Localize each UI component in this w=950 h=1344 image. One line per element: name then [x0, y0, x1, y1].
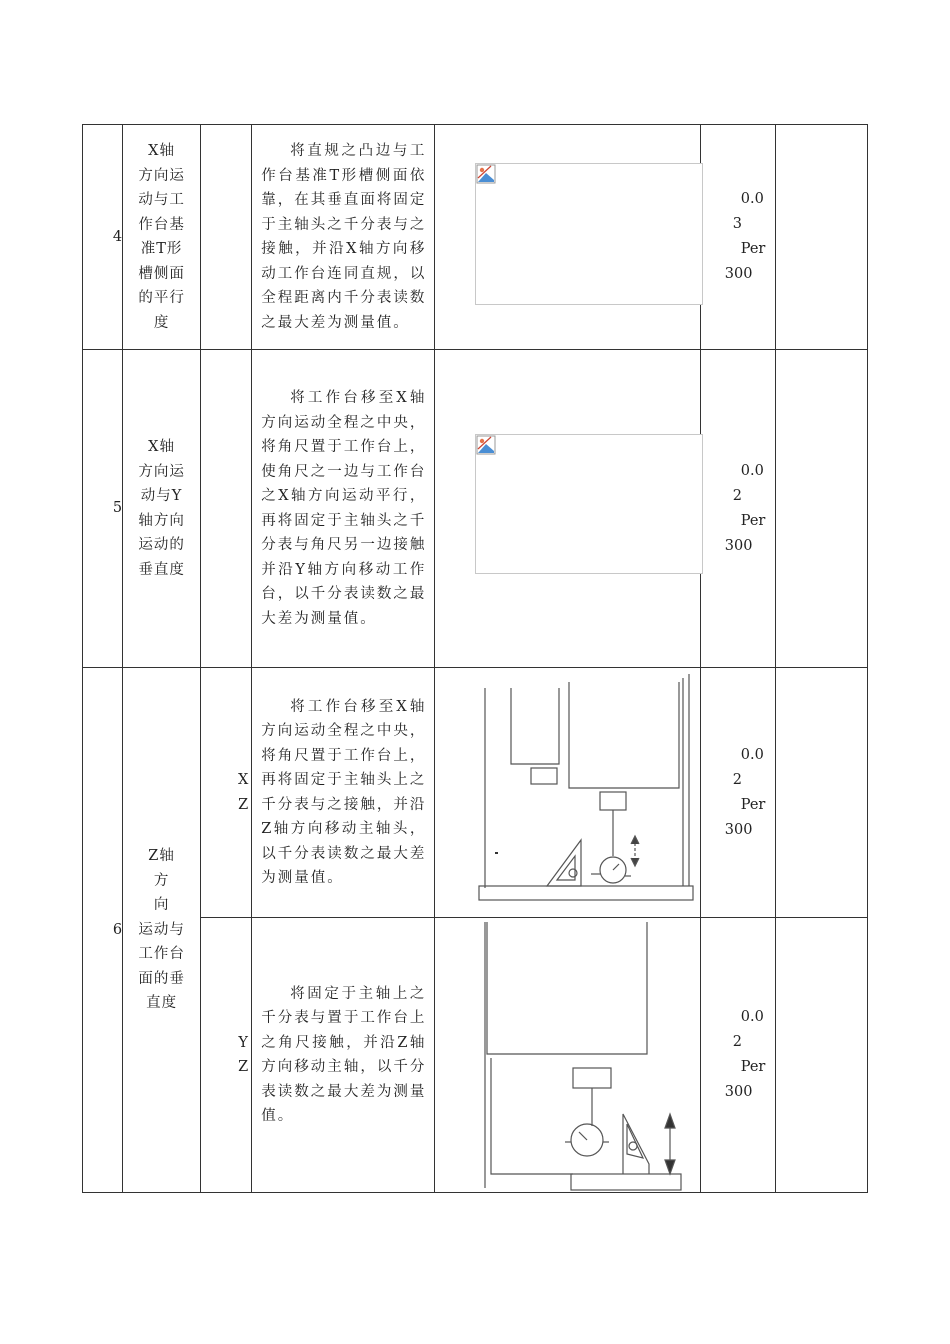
text-line: X轴	[148, 439, 175, 455]
text-line: Y	[238, 1034, 248, 1051]
item-name	[132, 844, 192, 1016]
table-row	[83, 350, 868, 668]
text-line: Z	[238, 796, 249, 813]
tolerance-line: 0.0	[740, 462, 764, 479]
text-line: 轴方向	[138, 512, 185, 529]
tolerance	[701, 743, 775, 843]
text-line: 工作台	[138, 946, 185, 963]
inspection-table	[82, 124, 868, 1193]
dial-indicator-xz-diagram	[435, 668, 700, 918]
text-line: 槽侧面	[138, 265, 185, 282]
dial-indicator-yz-diagram	[435, 918, 700, 1193]
tolerance-line: Per	[740, 796, 766, 813]
text-line: 作台基	[138, 216, 185, 233]
item-name	[132, 435, 192, 582]
tolerance-line: Per	[740, 512, 766, 529]
tolerance-line: 3	[732, 216, 742, 232]
text-line: X	[238, 772, 249, 788]
figure-placeholder	[475, 434, 703, 574]
text-line: 动与工	[138, 192, 185, 208]
text-line: 直度	[146, 995, 178, 1012]
axis-label	[237, 768, 249, 817]
figure-placeholder	[475, 163, 703, 305]
tolerance-line: 0.0	[740, 1009, 764, 1025]
method-text: 将工作台移至X轴方向运动全程之中央，将角尺置于工作台上，再将固定于主轴头上之千分表与之接触，并沿Z轴方向移动主轴头，以千分表读数之最大差为测量值。	[261, 698, 427, 886]
method-text: 将直规之凸边与工作台基准T形槽侧面依靠，在其垂直面将固定于主轴头之千分表与之接触，并沿X轴方向移动工作台连同直规，以全程距离内千分表读数之最大差为测量值。	[261, 143, 427, 331]
row-number: 4	[112, 228, 123, 245]
text-line: 度	[153, 314, 170, 331]
broken-image-icon	[476, 435, 496, 455]
method-text: 将工作台移至X轴方向运动全程之中央，将角尺置于工作台上，使角尺之一边与工作台之X轴方向运动平行，再将固定于主轴头之千分表与角尺另一边接触并沿Y轴方向移动工作台，以千分表读数之最大差为测量值。	[261, 390, 427, 627]
text-line: 动与Y	[140, 488, 183, 504]
tolerance-line: 300	[724, 821, 753, 838]
text-line: 方向运	[138, 167, 185, 184]
tolerance-line: 300	[724, 266, 753, 282]
text-line: 面的垂	[138, 970, 185, 987]
tolerance-line: 0.0	[740, 746, 764, 763]
tolerance-line: 2	[732, 771, 742, 788]
text-line: 垂直度	[138, 561, 185, 578]
text-line: 方向运	[138, 463, 185, 480]
tolerance-line: Per	[740, 1059, 766, 1075]
text-line: 准T形	[140, 241, 183, 257]
table-row	[83, 918, 868, 1193]
tolerance-line: 300	[724, 1084, 753, 1100]
text-line: 的平行	[138, 290, 185, 306]
tolerance-line: 0.0	[740, 191, 764, 207]
text-line: X轴	[148, 143, 175, 159]
tolerance-line: 300	[724, 537, 753, 554]
method-text: 将固定于主轴上之千分表与置于工作台上之角尺接触，并沿Z轴方向移动主轴，以千分表读数之最大差为测量值。	[261, 985, 427, 1124]
text-line: Z轴	[148, 848, 175, 865]
table-row	[83, 125, 868, 350]
axis-label	[237, 1031, 249, 1080]
text-line: 方	[153, 872, 170, 889]
row-number: 6	[112, 921, 123, 938]
tolerance	[701, 187, 775, 287]
item-name	[132, 139, 192, 335]
text-line: 运动与	[138, 921, 185, 938]
tolerance-line: 2	[732, 1034, 742, 1050]
table-row	[83, 668, 868, 918]
broken-image-icon	[476, 164, 496, 184]
row-number: 5	[112, 500, 123, 517]
text-line: 运动的	[138, 537, 185, 553]
tolerance-line: 2	[732, 487, 742, 504]
tolerance	[701, 1005, 775, 1105]
tolerance-line: Per	[740, 241, 766, 257]
text-line: Z	[238, 1059, 249, 1075]
text-line: 向	[153, 897, 170, 914]
tolerance	[701, 459, 775, 559]
